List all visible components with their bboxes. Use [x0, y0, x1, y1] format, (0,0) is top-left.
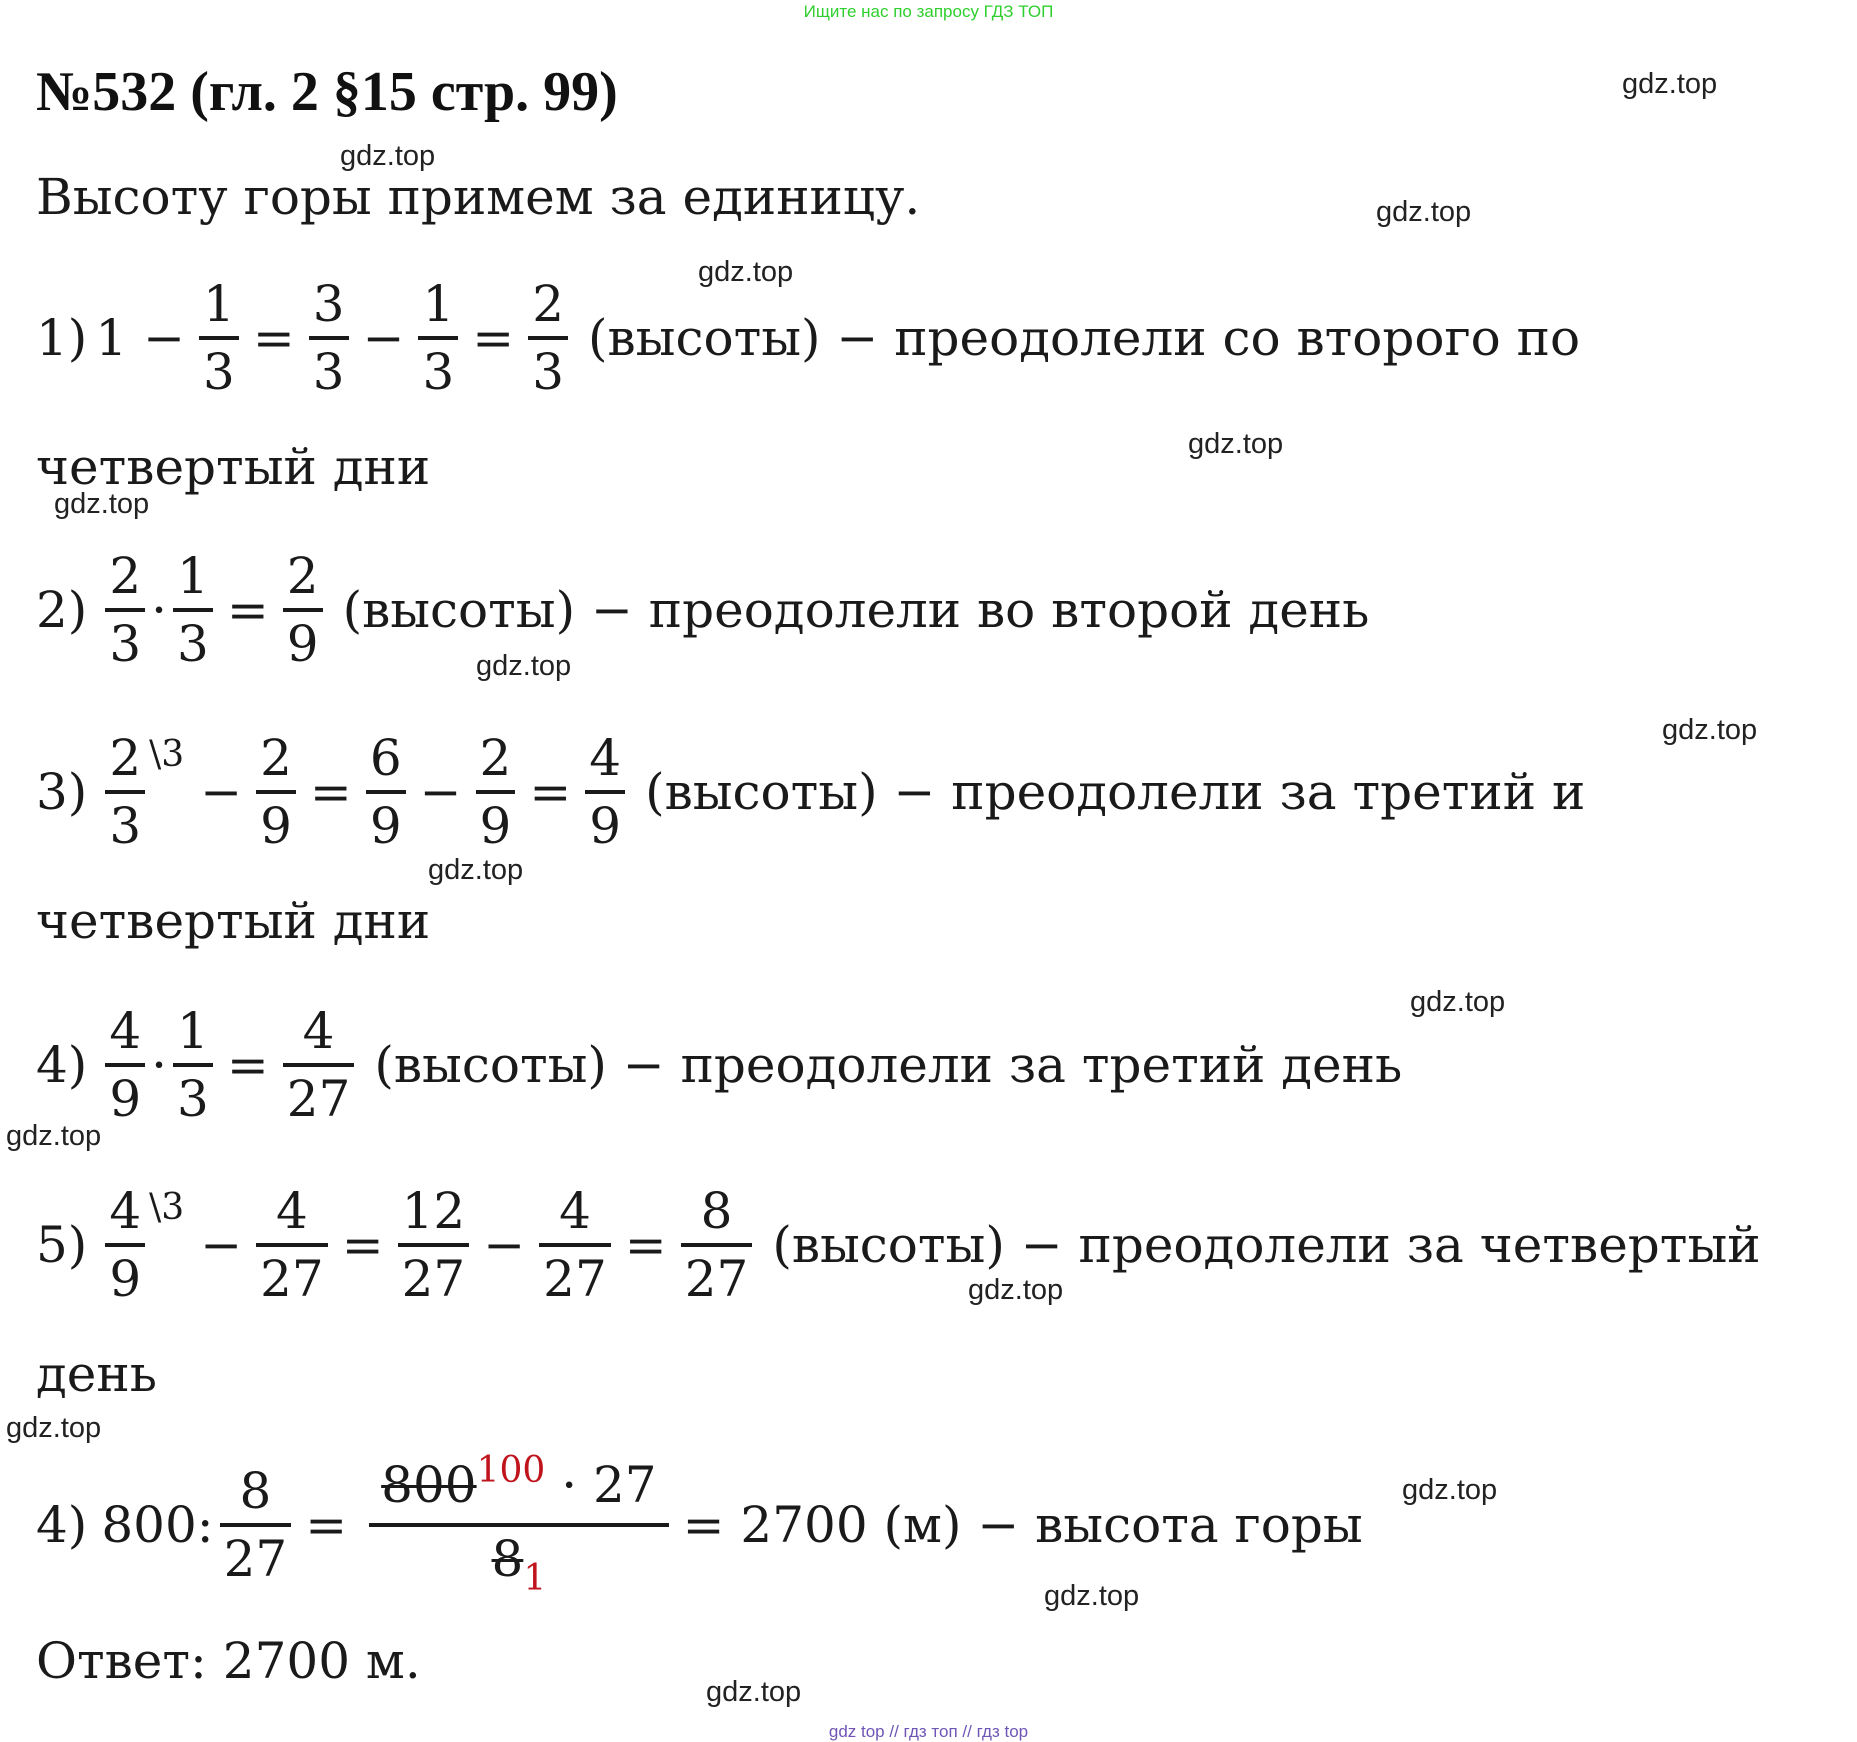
minus-sign: −	[200, 763, 243, 821]
step-3-continuation: четвертый дни	[36, 892, 431, 950]
step-5	[36, 1165, 1761, 1325]
dividend: 800:	[101, 1496, 214, 1554]
struck-number: 8	[491, 1530, 524, 1588]
watermark: gdz.top	[6, 1120, 102, 1152]
equals-sign: =	[309, 763, 352, 821]
fraction: $\frac{4}{27}$	[539, 1179, 611, 1311]
fraction: $\frac{2}{3}$	[528, 272, 568, 404]
equals-sign: =	[341, 1216, 384, 1274]
step-5-text: (высоты) − преодолели за четвертый	[772, 1216, 1761, 1274]
footer-link[interactable]: гдз топ	[903, 1722, 958, 1741]
watermark: gdz.top	[340, 140, 436, 172]
fraction: $\frac{2}{9}$	[283, 544, 323, 676]
fraction: $\frac{6}{9}$	[366, 726, 406, 858]
problem-title: №532 (гл. 2 §15 стр. 99)	[36, 61, 618, 123]
fraction: $\frac{2}{9}$	[476, 726, 516, 858]
watermark: gdz.top	[706, 1676, 802, 1708]
step-2-text: (высоты) − преодолели во второй день	[342, 581, 1370, 639]
equals-sign: =	[226, 581, 269, 639]
watermark: gdz.top	[1376, 196, 1472, 228]
step-2-label: 2)	[36, 581, 88, 639]
equals-sign: =	[472, 309, 515, 367]
fraction: $\frac{2}{9}$	[256, 726, 296, 858]
fraction: $\frac{12}{27}$	[398, 1179, 470, 1311]
watermark: gdz.top	[1044, 1580, 1140, 1612]
watermark: gdz.top	[1410, 986, 1506, 1018]
fraction: $\frac{1}{3}$	[173, 544, 213, 676]
extension-factor: \3	[149, 1186, 185, 1228]
equals-sign: =	[624, 1216, 667, 1274]
watermark: gdz.top	[698, 256, 794, 288]
extension-factor: \3	[149, 733, 185, 775]
equals-sign: =	[529, 763, 572, 821]
multiplier: · 27	[561, 1456, 657, 1514]
step-4-label: 4)	[36, 1036, 88, 1094]
answer-text: Ответ: 2700 м.	[36, 1632, 421, 1690]
watermark: gdz.top	[6, 1412, 102, 1444]
equals-sign: =	[252, 309, 295, 367]
footer-links: gdz top // гдз топ // гдз top	[828, 1722, 1029, 1741]
struck-number: 800	[381, 1456, 477, 1514]
equals-sign: =	[305, 1496, 348, 1554]
watermark: gdz.top	[1662, 714, 1758, 746]
step-5-label: 5)	[36, 1216, 88, 1274]
step-final-label: 4)	[36, 1496, 88, 1554]
footer-link[interactable]: гдз top	[976, 1722, 1029, 1741]
big-fraction	[369, 1450, 668, 1599]
top-note: Ищите нас по запросу ГДЗ ТОП	[803, 2, 1054, 21]
minus-sign: −	[143, 309, 186, 367]
fraction: $\frac{3}{3}$	[309, 272, 349, 404]
step-1-text: (высоты) − преодолели со второго по	[588, 309, 1581, 367]
footer-link[interactable]: gdz top	[828, 1722, 885, 1741]
watermark: gdz.top	[428, 854, 524, 886]
fraction: $\frac{1}{3}$	[418, 272, 458, 404]
step-1-label: 1)	[36, 309, 88, 367]
equals-sign: =	[226, 1036, 269, 1094]
fraction: $\frac{4}{9}$	[105, 999, 145, 1131]
step-1-continuation: четвертый дни	[36, 438, 431, 496]
fraction: $\frac{8}{27}$	[220, 1459, 292, 1591]
step-final	[36, 1445, 1363, 1605]
fraction: $\frac{4}{27}$	[256, 1179, 328, 1311]
step-3-label: 3)	[36, 763, 88, 821]
fraction: $\frac{4}{27}$	[283, 999, 355, 1131]
reduced-number: 100	[476, 1450, 546, 1491]
minus-sign: −	[483, 1216, 526, 1274]
dot-operator: ·	[151, 1036, 168, 1094]
fraction: $\frac{2}{3}$	[105, 544, 145, 676]
step-final-result: = 2700 (м) − высота горы	[682, 1496, 1363, 1554]
step-2	[36, 530, 1369, 690]
fraction: $\frac{2}{3}$	[105, 726, 145, 858]
watermark: gdz.top	[54, 488, 150, 520]
number-one: 1	[95, 309, 128, 367]
minus-sign: −	[419, 763, 462, 821]
step-5-continuation: день	[36, 1345, 157, 1403]
fraction: $\frac{4}{9}$	[105, 1179, 145, 1311]
fraction: $\frac{8}{27}$	[681, 1179, 753, 1311]
fraction: $\frac{4}{9}$	[585, 726, 625, 858]
reduced-number: 1	[523, 1558, 547, 1599]
watermark: gdz.top	[476, 650, 572, 682]
fraction: $\frac{1}{3}$	[173, 999, 213, 1131]
watermark: gdz.top	[1622, 68, 1718, 100]
watermark: gdz.top	[1402, 1474, 1498, 1506]
step-4-text: (высоты) − преодолели за третий день	[374, 1036, 1403, 1094]
step-3	[36, 712, 1585, 872]
watermark: gdz.top	[968, 1274, 1064, 1306]
minus-sign: −	[362, 309, 405, 367]
fraction: $\frac{1}{3}$	[199, 272, 239, 404]
watermark: gdz.top	[1188, 428, 1284, 460]
step-3-text: (высоты) − преодолели за третий и	[645, 763, 1586, 821]
minus-sign: −	[200, 1216, 243, 1274]
intro-text: Высоту горы примем за единицу.	[36, 168, 921, 226]
dot-operator: ·	[151, 581, 168, 639]
step-4	[36, 985, 1402, 1145]
step-1	[36, 258, 1580, 418]
